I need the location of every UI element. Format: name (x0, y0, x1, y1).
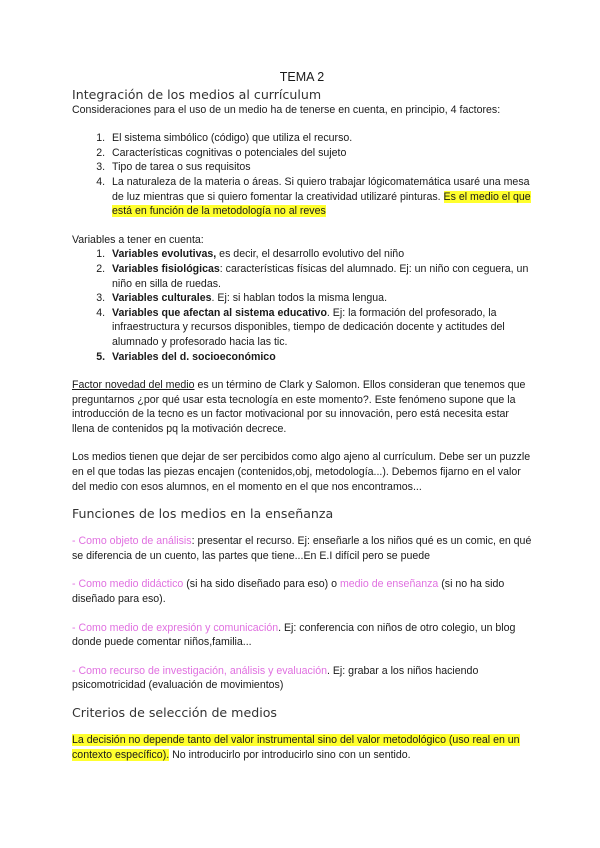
factors-list (72, 131, 532, 219)
document-page (72, 70, 532, 762)
highlighted-text: La decisión no depende tanto del valor instrumental sino del valor metodológico (uso real en un contexto específico). (72, 734, 520, 761)
function-term: Como recurso de investigación, análisis y evaluación (78, 664, 327, 677)
variable-item: 1. Variables evolutivas, es decir, el desarrollo evolutivo del niño (108, 247, 532, 262)
variables-list (72, 247, 532, 364)
function-item: - Como objeto de análisis: presentar el recurso. Ej: enseñarle a los niños qué es un comic, en qué se diferencia de un cuento, las partes que tiene...En E.I difícil pero se puede (72, 535, 532, 562)
variable-item: 2. Variables fisiológicas: características físicas del alumnado. Ej: un niño con ceguera, un niño en silla de ruedas. (108, 262, 532, 291)
intro-paragraph: Consideraciones para el uso de un medio ha de tenerse en cuenta, en principio, 4 factores: (72, 103, 501, 116)
function-term: medio de enseñanza (339, 578, 439, 591)
factor-item: 2. Características cognitivas o potenciales del sujeto (108, 146, 532, 161)
section-heading-funciones: Funciones de los medios en la enseñanza (72, 506, 334, 522)
factor-item: 1. El sistema simbólico (código) que utiliza el recurso. (108, 131, 532, 146)
novedad-paragraph: Factor novedad del medio es un término de Clark y Salomon. Ellos consideran que tenemos que preguntarnos ¿por qué usar esta tecnología en este momento?. Este fenómeno supone que la introducción de la tecno es un factor motivacional por su innovación, pero está necesita estar llena de contenidos pq la motivación decrece. (72, 379, 526, 435)
variable-item: 5. Variables del d. socioeconómico (108, 350, 532, 365)
function-item: - Como medio de expresión y comunicación. Ej: conferencia con niños de otro colegio, un blog donde puede comentar niños,familia... (72, 621, 516, 649)
function-term: Como objeto de análisis (78, 535, 192, 548)
underlined-term: Factor novedad del medio (72, 379, 195, 392)
criterios-paragraph: La decisión no depende tanto del valor instrumental sino del valor metodológico (uso real en un contexto específico). No introducirlo por introducirlo sino con un sentido. (72, 734, 520, 761)
variable-item: 4. Variables que afectan al sistema educativo. Ej: la formación del profesorado, la infraestructura y recursos disponibles, tiempo de dedicación docente y actitudes del alumnado y profesorado hacia las tic. (108, 306, 532, 350)
function-item: - Como medio didáctico (si ha sido diseñado para eso) o medio de enseñanza (si no ha sido diseñado para eso). (72, 578, 505, 606)
function-term: Como medio didáctico (78, 578, 184, 591)
highlighted-text: Es el medio el que está en función de la metodología no al reves (112, 190, 531, 218)
factor-item: 3. Tipo de tarea o sus requisitos (108, 160, 532, 175)
page-title: TEMA 2 (279, 70, 325, 84)
factor-item: 4. La naturaleza de la materia o áreas. Si quiero trabajar lógicomatemática usaré una mesa de luz mientras que si quiero fomentar la creatividad utilizaré pinturas. Es el medio el que está en función de la metodología no al reves (108, 175, 532, 219)
variable-item: 3. Variables culturales. Ej: si hablan todos la misma lengua. (108, 291, 532, 306)
function-item: - Como recurso de investigación, análisis y evaluación. Ej: grabar a los niños haciendo psicomotricidad (evaluación de movimientos) (72, 664, 479, 692)
puzzle-paragraph: Los medios tienen que dejar de ser percibidos como algo ajeno al currículum. Debe ser un puzzle en el que todas las piezas encajen (contenidos,obj, metodología...). Debemos fijarno en el valor del medio con esos alumnos, en el momento en el que nos encontramos... (72, 451, 531, 493)
section-heading-integracion: Integración de los medios al currículum (72, 86, 322, 102)
function-term: Como medio de expresión y comunicación (78, 621, 279, 634)
section-heading-criterios: Criterios de selección de medios (72, 705, 277, 720)
variables-intro: Variables a tener en cuenta: (72, 233, 204, 246)
